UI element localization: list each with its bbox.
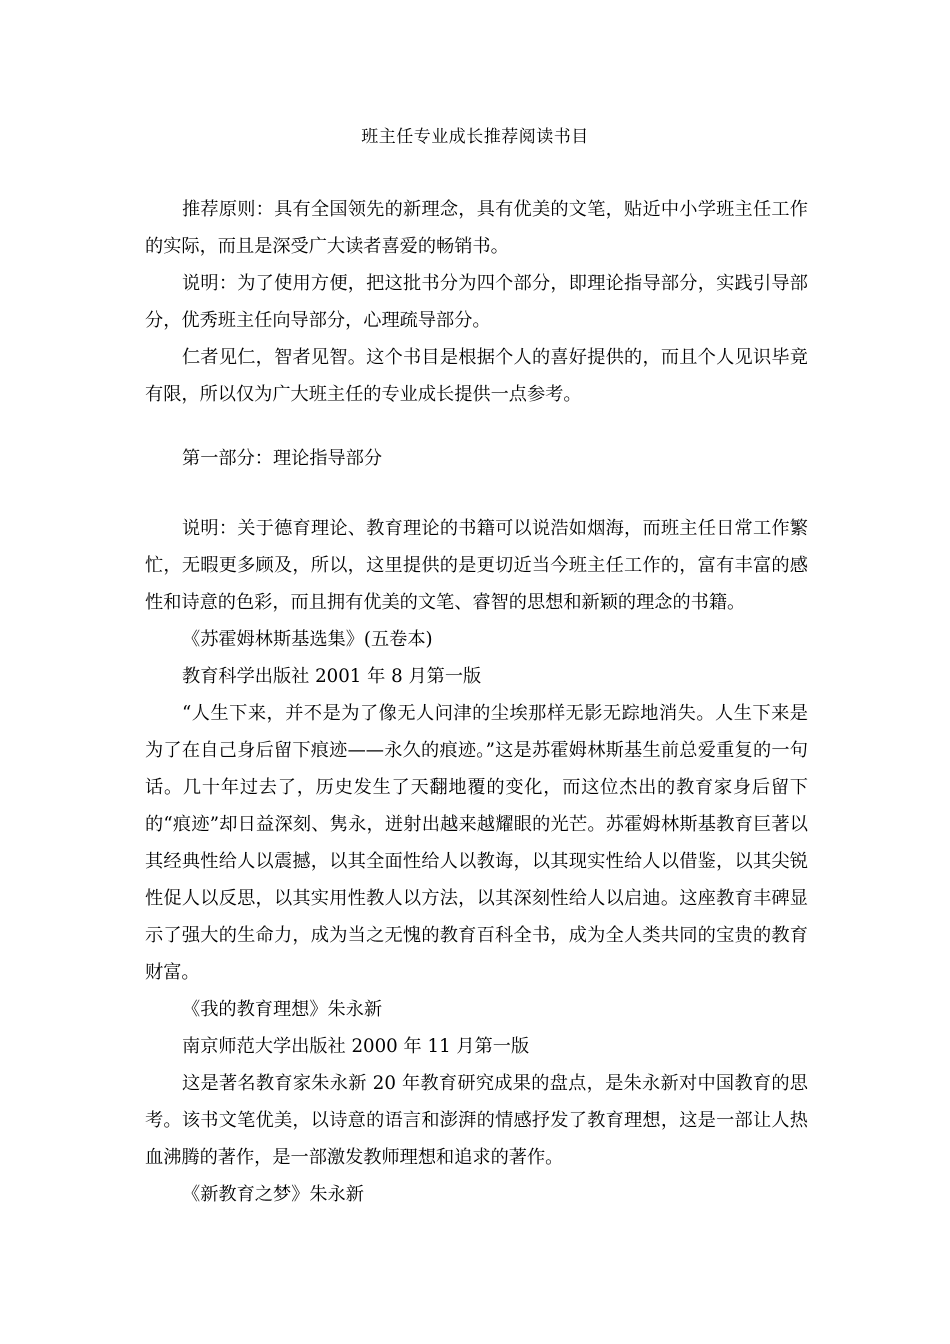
intro-note: 说明：为了使用方便，把这批书分为四个部分，即理论指导部分，实践引导部分，优秀班主任向导部分，心理疏导部分。 (145, 273, 808, 331)
intro-principle: 推荐原则：具有全国领先的新理念，具有优美的文笔，贴近中小学班主任工作的实际，而且是深受广大读者喜爱的畅销书。 (145, 199, 808, 257)
section-note: 说明：关于德育理论、教育理论的书籍可以说浩如烟海，而班主任日常工作繁忙，无暇更多顾及，所以，这里提供的是更切近当今班主任工作的，富有丰富的感性和诗意的色彩，而且拥有优美的文笔、睿智的思想和新颖的理念的书籍。 (145, 518, 808, 613)
book-publisher: 教育科学出版社 2001 年 8 月第一版 (182, 666, 482, 687)
book-publisher: 南京师范大学出版社 2000 年 11 月第一版 (182, 1036, 530, 1057)
page-title: 班主任专业成长推荐阅读书目 (361, 127, 589, 147)
section-body (145, 510, 808, 1213)
section-heading-block (145, 440, 808, 477)
section-heading: 第一部分：理论指导部分 (182, 448, 383, 469)
book-title: 《苏霍姆林斯基选集》(五卷本) (182, 629, 433, 650)
book-title: 《我的教育理想》朱永新 (182, 999, 383, 1020)
book-description: “人生下来，并不是为了像无人问津的尘埃那样无影无踪地消失。人生下来是为了在自己身后留下痕迹——永久的痕迹。”这是苏霍姆林斯基生前总爱重复的一句话。几十年过去了，历史发生了天翻地覆的变化，而这位杰出的教育家身后留下的“痕迹”却日益深刻、隽永，迸射出越来越耀眼的光芒。苏霍姆林斯基教育巨著以其经典性给人以震撼，以其全面性给人以教诲，以其现实性给人以借鉴，以其尖锐性促人以反思，以其实用性教人以方法，以其深刻性给人以启迪。这座教育丰碑显示了强大的生命力，成为当之无愧的教育百科全书，成为全人类共同的宝贵的教育财富。 (145, 703, 808, 983)
intro-disclaimer: 仁者见仁，智者见智。这个书目是根据个人的喜好提供的，而且个人见识毕竟有限，所以仅为广大班主任的专业成长提供一点参考。 (145, 347, 808, 405)
book-title: 《新教育之梦》朱永新 (182, 1184, 364, 1205)
intro-section (145, 191, 808, 413)
book-description: 这是著名教育家朱永新 20 年教育研究成果的盘点，是朱永新对中国教育的思考。该书文笔优美，以诗意的语言和澎湃的情感抒发了教育理想，这是一部让人热血沸腾的著作，是一部激发教师理想和追求的著作。 (145, 1073, 808, 1168)
